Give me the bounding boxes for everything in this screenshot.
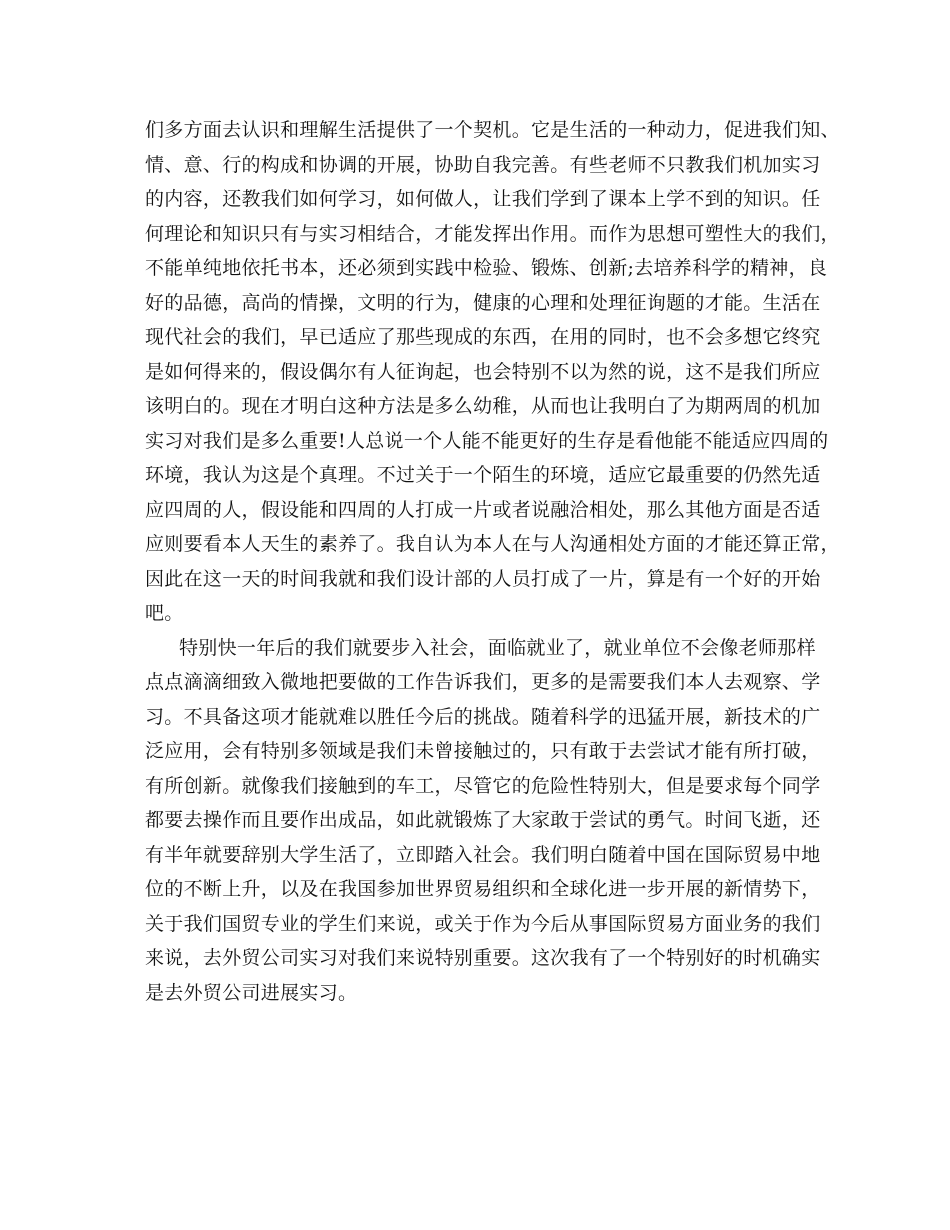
paragraph-2 (145, 631, 821, 1011)
text-line: 们多方面去认识和理解生活提供了一个契机。它是生活的一种动力，促进我们知、 (145, 119, 840, 141)
text-line: 有半年就要辞别大学生活了，立即踏入社会。我们明白随着中国在国际贸易中地 (145, 843, 821, 866)
text-line: 不能单纯地依托书本，还必须到实践中检验、锻炼、创新;去培养科学的精神，良 (145, 257, 828, 279)
text-line: 情、意、行的构成和协调的开展，协助自我完善。有些老师不只教我们机加实习 (145, 153, 821, 176)
body-text (145, 113, 840, 1010)
text-line: 吧。 (145, 602, 184, 624)
text-line: 实习对我们是多么重要!人总说一个人能不能更好的生存是看他能不能适应四周的 (145, 429, 829, 452)
text-line: 是去外贸公司进展实习。 (145, 981, 358, 1004)
text-line: 都要去操作而且要作出成品，如此就锻炼了大家敢于尝试的勇气。时间飞逝，还 (145, 809, 821, 831)
text-line: 泛应用，会有特别多领域是我们未曾接触过的，只有敢于去尝试才能有所打破， (145, 740, 821, 762)
text-line: 环境，我认为这是个真理。不过关于一个陌生的环境，适应它最重要的仍然先适 (145, 464, 821, 486)
text-line: 因此在这一天的时间我就和我们设计部的人员打成了一片，算是有一个好的开始 (145, 567, 821, 590)
text-line: 的内容，还教我们如何学习，如何做人，让我们学到了课本上学不到的知识。任 (145, 188, 821, 210)
text-line: 来说，去外贸公司实习对我们来说特别重要。这次我有了一个特别好的时机确实 (145, 947, 821, 969)
text-line-indented: 特别快一年后的我们就要步入社会，面临就业了，就业单位不会像老师那样 (179, 636, 816, 659)
text-line: 该明白的。现在才明白这种方法是多么幼稚，从而也让我明白了为期两周的机加 (145, 395, 821, 417)
text-line: 有所创新。就像我们接触到的车工，尽管它的危险性特别大，但是要求每个同学 (145, 774, 821, 797)
text-line: 应则要看本人天生的素养了。我自认为本人在与人沟通相处方面的才能还算正常， (145, 533, 840, 555)
text-line: 应四周的人，假设能和四周的人打成一片或者说融洽相处，那么其他方面是否适 (145, 498, 821, 521)
text-line: 现代社会的我们，早已适应了那些现成的东西，在用的同时，也不会多想它终究 (145, 326, 821, 348)
text-line: 何理论和知识只有与实习相结合，才能发挥出作用。而作为思想可塑性大的我们， (145, 222, 840, 245)
paragraph-1 (145, 113, 840, 631)
text-line: 是如何得来的，假设偶尔有人征询起，也会特别不以为然的说，这不是我们所应 (145, 360, 821, 383)
text-line: 习。不具备这项才能就难以胜任今后的挑战。随着科学的迅猛开展，新技术的广 (145, 705, 821, 728)
text-line: 关于我们国贸专业的学生们来说，或关于作为今后从事国际贸易方面业务的我们 (145, 912, 821, 935)
text-line: 位的不断上升，以及在我国参加世界贸易组织和全球化进一步开展的新情势下， (145, 878, 821, 900)
text-line: 好的品德，高尚的情操，文明的行为，健康的心理和处理征询题的才能。生活在 (145, 291, 821, 314)
text-line: 点点滴滴细致入微地把要做的工作告诉我们，更多的是需要我们本人去观察、学 (145, 671, 821, 693)
